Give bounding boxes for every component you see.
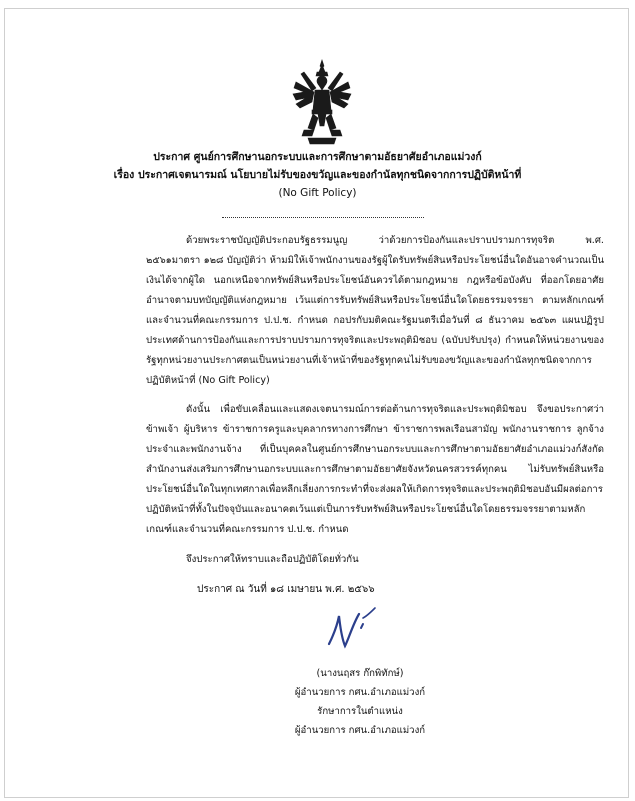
announcement-subject: เรื่อง ประกาศเจตนารมณ์ นโยบายไม่รับของขวัญและของกำนัลทุกชนิดจากการปฏิบัติหน้าที่	[113, 169, 522, 181]
acting-position: รักษาการในตำแหน่ง	[317, 706, 403, 717]
signature-block	[250, 664, 470, 740]
body-paragraph-1: ด้วยพระราชบัญญัติประกอบรัฐธรรมนูญ ว่าด้วยการป้องกันและปราบปรามการทุจริต พ.ศ. ๒๕๖๑มาตรา ๑๒๘ บัญญัติว่า ห้ามมิให้เจ้าพนักงานของรัฐผู้ใดรับทรัพย์สินหรือประโยชน์อื่นใดอันอาจคำนวณเป็นเงินได้จากผู้ใด นอกเหนือจากทรัพย์สินหรือประโยชน์อันควรได้ตามกฎหมาย กฎหรือข้อบังคับ ที่ออกโดยอาศัยอำนาจตามบทบัญญัติแห่งกฎหมาย เว้นแต่การรับทรัพย์สินหรือประโยชน์อื่นใดโดยธรรมจรรยา ตามหลักเกณฑ์และจำนวนที่คณะกรรมการ ป.ป.ช. กำหนด กอปรกับมติคณะรัฐมนตรีเมื่อวันที่ ๘ ธันวาคม ๒๕๖๓ แผนปฏิรูปประเทศด้านการป้องกันและการปราบปรามการทุจริตและประพฤติมิชอบ (ฉบับปรับปรุง) กำหนดให้หน่วยงานของรัฐทุกหน่วยงานประกาศตนเป็นหน่วยงานที่เจ้าหน้าที่ของรัฐทุกคนไม่รับของขวัญและของกำนัลทุกชนิดจากการปฏิบัติหน้าที่ (No Gift Policy)	[146, 235, 604, 386]
announcement-date: ประกาศ ณ วันที่ ๑๘ เมษายน พ.ศ. ๒๕๖๖	[197, 584, 375, 595]
signatory-position: ผู้อำนวยการ กศน.อำเภอแม่วงก์	[294, 687, 426, 698]
body-paragraph-2: ดังนั้น เพื่อขับเคลื่อนและแสดงเจตนารมณ์การต่อต้านการทุจริตและประพฤติมิชอบ จึงขอประกาศว่า ข้าพเจ้า ผู้บริหาร ข้าราชการครูและบุคลากรทางการศึกษา ข้าราชการพลเรือนสามัญ พนักงานราชการ ลูกจ้างประจำและพนักงานจ้าง ที่เป็นบุคคลในศูนย์การศึกษานอกระบบและการศึกษาตามอัธยาศัยอำเภอแม่วงก์สังกัดสำนักงานส่งเสริมการศึกษานอกระบบและการศึกษาตามอัธยาศัยจังหวัดนครสวรรค์ทุกคน ไม่รับทรัพย์สินหรือประโยชน์อื่นใดในทุกเทศกาลเพื่อหลีกเลี่ยงการกระทำที่จะส่งผลให้เกิดการทุจริตและประพฤติมิชอบอันมีผลต่อการปฏิบัติหน้าที่ทั้งในปัจจุบันและอนาคตเว้นแต่เป็นการรับทรัพย์สินหรือประโยชน์อื่นใดโดยธรรมจรรยาตามหลักเกณฑ์และจำนวนที่คณะกรรมการ ป.ป.ช. กำหนด	[146, 404, 604, 535]
document-header	[0, 148, 635, 202]
garuda-emblem-icon	[290, 58, 354, 146]
body-paragraph-3: จึงประกาศให้ทราบและถือปฏิบัติโดยทั่วกัน	[186, 554, 359, 565]
dotted-divider	[222, 217, 424, 218]
acting-position-title: ผู้อำนวยการ กศน.อำเภอแม่วงก์	[294, 725, 426, 736]
announcement-title: ประกาศ ศูนย์การศึกษานอกระบบและการศึกษาตามอัธยาศัยอำเภอแม่วงก์	[153, 151, 482, 163]
document-body	[146, 231, 604, 580]
policy-name: (No Gift Policy)	[278, 187, 357, 199]
signatory-name: (นางนฤสร ก๊กพิทักษ์)	[316, 668, 404, 679]
handwritten-signature-icon	[323, 604, 383, 654]
